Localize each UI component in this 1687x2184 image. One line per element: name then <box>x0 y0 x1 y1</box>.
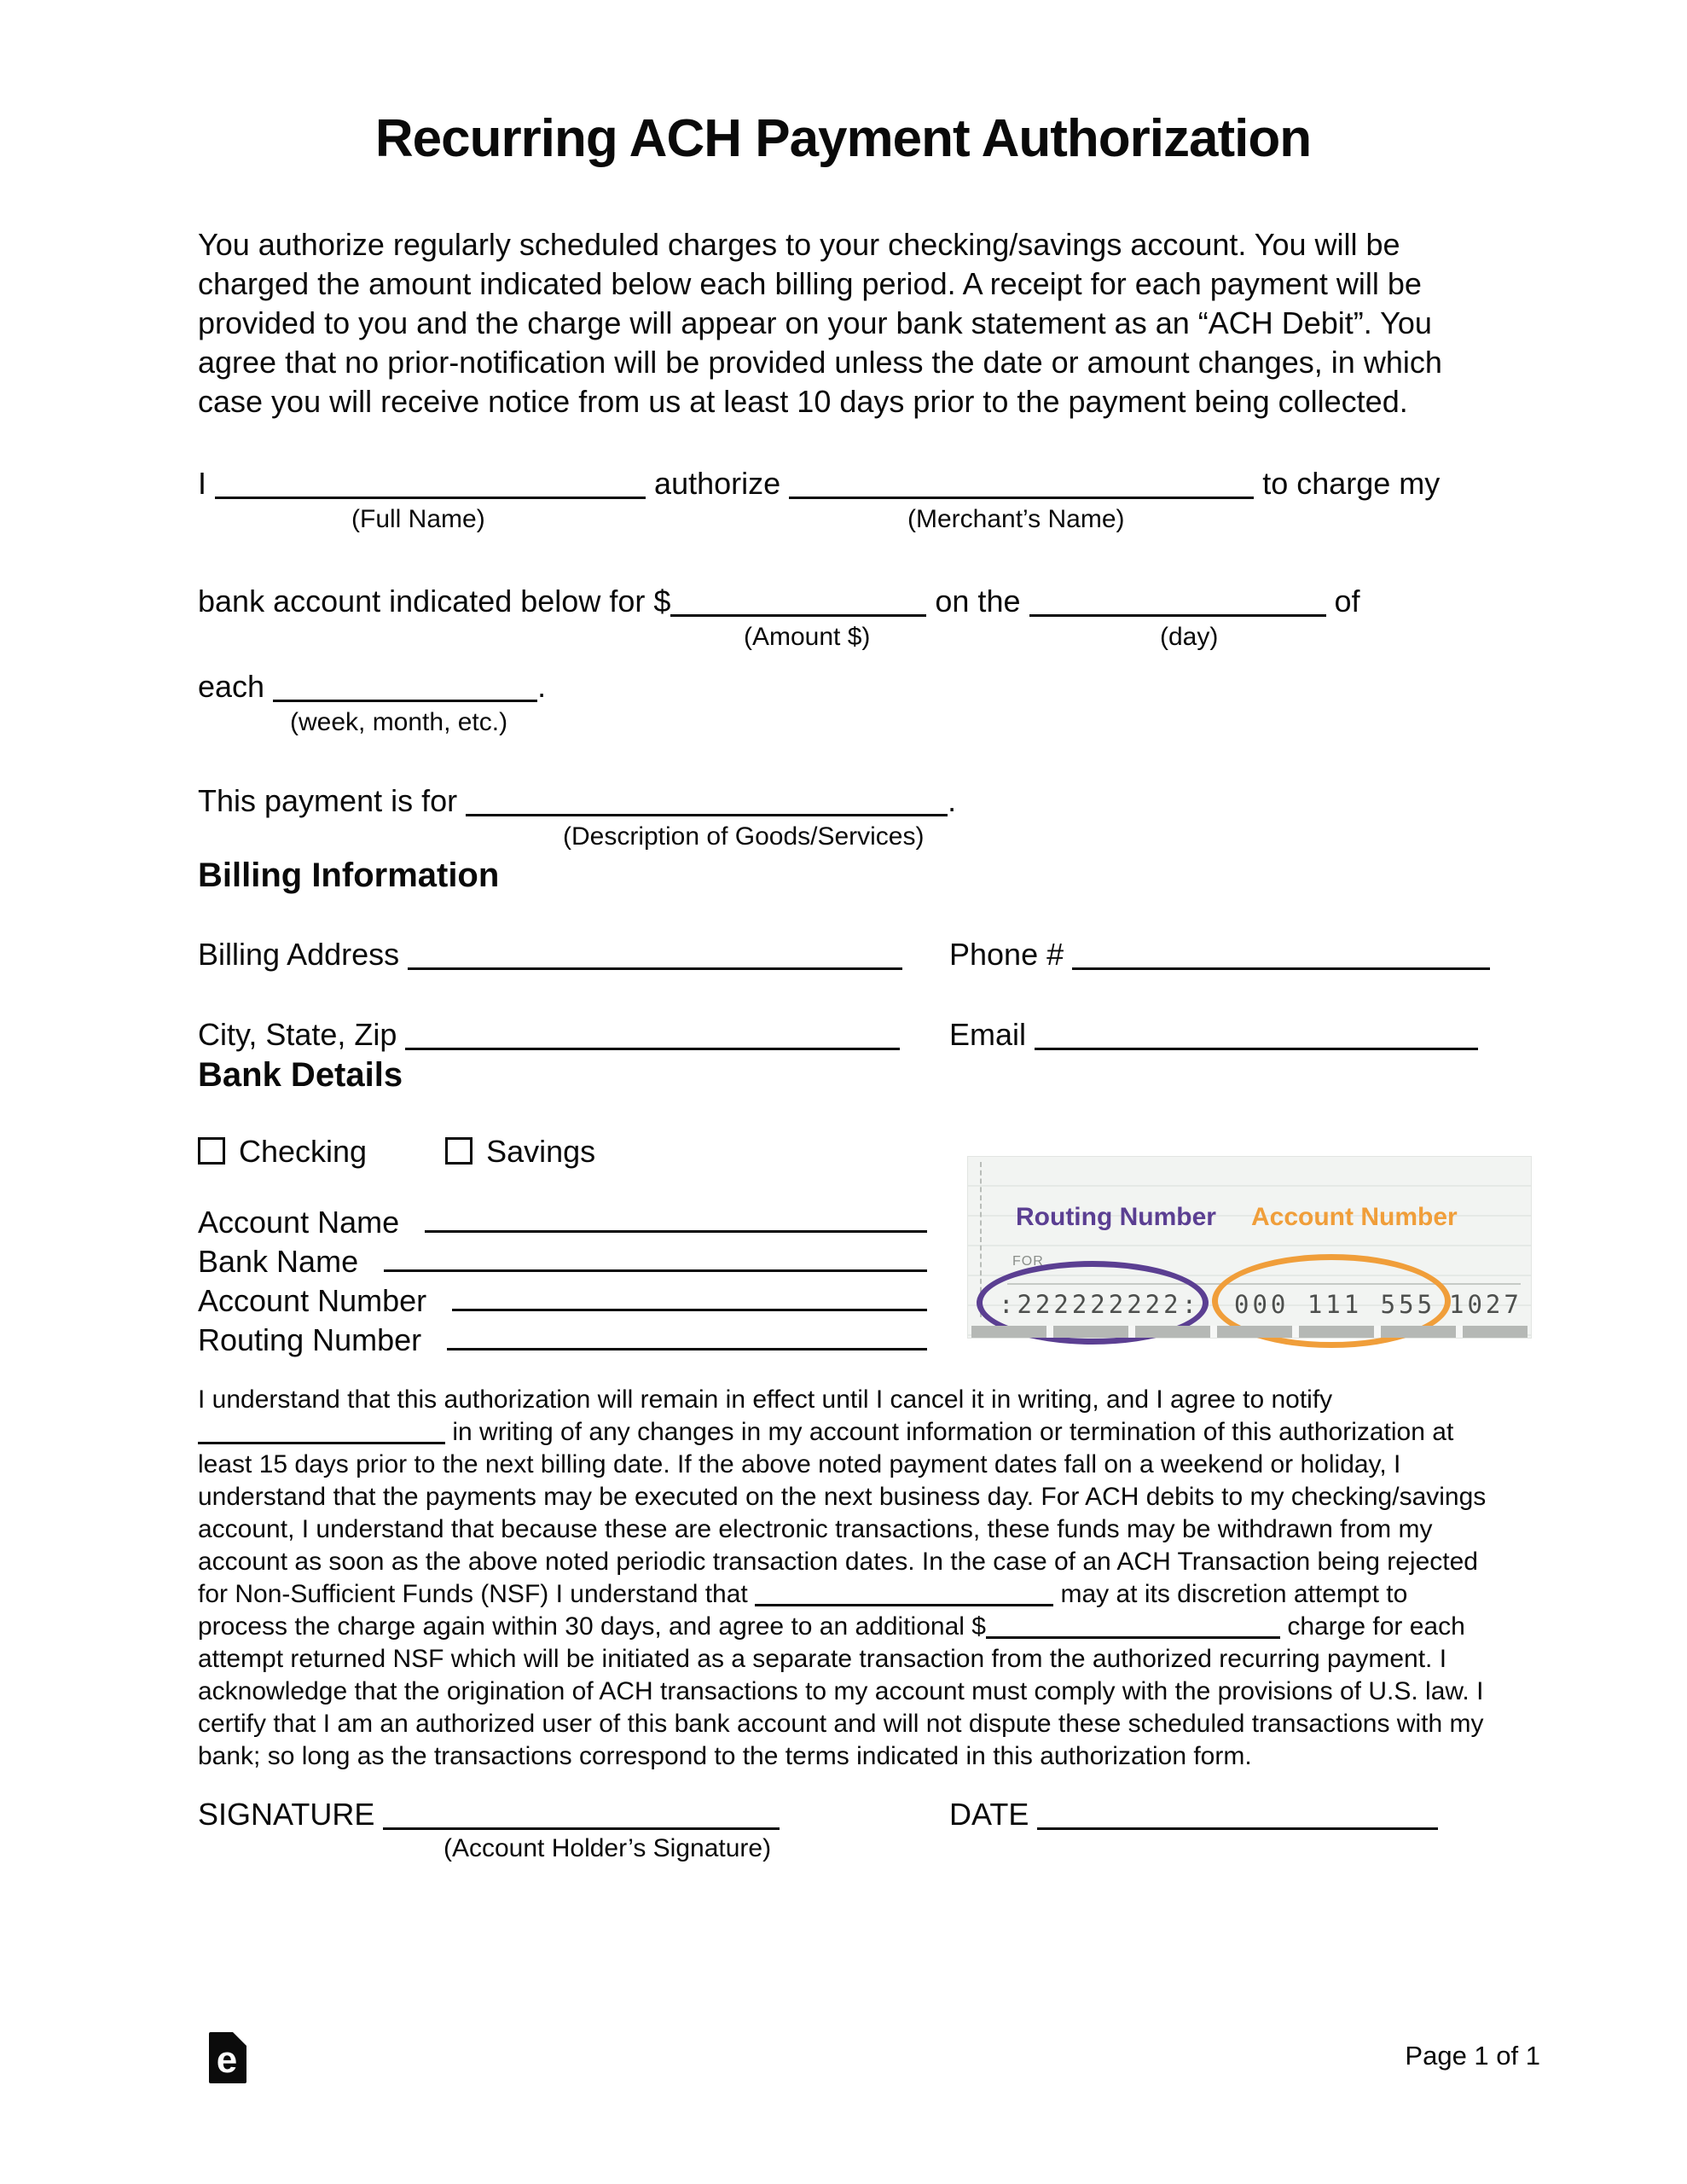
full-name-blank[interactable] <box>215 468 646 499</box>
checking-label: Checking <box>239 1134 368 1169</box>
date-blank[interactable] <box>1037 1798 1438 1830</box>
routing-number-label: Routing Number <box>198 1322 422 1357</box>
bank-name-label: Bank Name <box>198 1244 359 1279</box>
day-sublabel: (day) <box>1160 623 1219 651</box>
account-name-blank[interactable] <box>425 1201 927 1233</box>
billing-row-2 <box>198 1015 1488 1054</box>
payment-for-post: . <box>948 783 957 818</box>
date-field <box>949 1795 1488 1834</box>
bank-name-blank[interactable] <box>384 1240 927 1272</box>
amount-line-post: of <box>1334 584 1360 619</box>
check-specimen-image <box>968 1157 1531 1338</box>
check-micr-account-number: 000 111 555 <box>1234 1290 1436 1319</box>
amount-line <box>198 582 1488 621</box>
terms-seg1: I understand that this authorization will remain in effect until I cancel it in writing, and I agree to notify <box>198 1385 1333 1414</box>
city-state-zip-blank[interactable] <box>405 1019 900 1050</box>
phone-label: Phone # <box>949 937 1064 972</box>
savings-option <box>445 1134 595 1169</box>
check-bottom-edge <box>971 1326 1528 1338</box>
signature-blank[interactable] <box>383 1798 780 1830</box>
city-state-zip-label: City, State, Zip <box>198 1017 397 1052</box>
amount-line-sublabels <box>198 621 1488 655</box>
payment-description-sublabel: (Description of Goods/Services) <box>563 822 925 851</box>
terms-seg3: may at its discretion attempt to process the charge again within 30 days, and agree to an additional $ <box>198 1580 1408 1641</box>
account-number-label: Account Number <box>198 1283 427 1318</box>
routing-number-blank[interactable] <box>447 1319 927 1350</box>
account-name-label: Account Name <box>198 1205 400 1240</box>
frequency-sublabel: (week, month, etc.) <box>290 708 508 736</box>
phone-blank[interactable] <box>1072 938 1490 970</box>
checking-option <box>198 1134 367 1169</box>
check-for-label: FOR <box>1012 1254 1044 1269</box>
frequency-line-post: . <box>537 669 547 704</box>
notify-party-blank[interactable] <box>198 1418 445 1444</box>
check-micr-check-number: 1027 <box>1449 1290 1522 1319</box>
nsf-fee-blank[interactable] <box>986 1612 1280 1639</box>
check-account-label: Account Number <box>1251 1203 1458 1231</box>
account-number-field <box>198 1280 927 1319</box>
payment-description-blank[interactable] <box>466 785 948 816</box>
savings-checkbox[interactable] <box>445 1137 472 1165</box>
date-label: DATE <box>949 1797 1029 1832</box>
payment-for-pre: This payment is for <box>198 783 458 818</box>
bank-fields <box>198 1201 927 1358</box>
page-indicator: Page 1 of 1 <box>1405 2041 1540 2071</box>
billing-address-label: Billing Address <box>198 937 400 972</box>
signature-row <box>198 1795 1488 1834</box>
merchant-name-blank[interactable] <box>789 468 1254 499</box>
page-title: Recurring ACH Payment Authorization <box>374 109 1312 168</box>
savings-label: Savings <box>486 1134 596 1169</box>
authorize-line-post: to charge my <box>1262 466 1441 501</box>
amount-line-pre: bank account indicated below for $ <box>198 584 671 619</box>
authorize-line-mid: authorize <box>654 466 781 501</box>
amount-line-mid: on the <box>935 584 1021 619</box>
phone-field <box>949 935 1490 974</box>
billing-heading: Billing Information <box>198 857 500 894</box>
terms-seg2: in writing of any changes in my account information or termination of this authorization at least 15 days prior to the next billing date. If the above noted payment dates fall on a weekend or holiday, I understand that the payments may be executed on the next business day. For ACH debits to my checking/savings account, I understand that because these are electronic transactions, these funds may be withdrawn from my account as soon as the above noted periodic transaction dates. In the case of an ACH Transaction being rejected for Non-Sufficient Funds (NSF) I understand that <box>198 1418 1487 1608</box>
full-name-sublabel: (Full Name) <box>351 505 485 533</box>
billing-address-field <box>198 935 949 974</box>
frequency-line-pre: each <box>198 669 265 704</box>
signature-sublabel: (Account Holder’s Signature) <box>443 1834 772 1862</box>
authorize-line-sublabels <box>198 503 1488 537</box>
eforms-logo-letter: e <box>216 2039 238 2081</box>
amount-blank[interactable] <box>670 585 926 617</box>
signature-field <box>198 1795 949 1834</box>
authorize-line <box>198 464 1488 503</box>
nsf-company-blank[interactable] <box>755 1580 1053 1606</box>
intro-paragraph: You authorize regularly scheduled charges to your checking/savings account. You will be charged the amount indicated below each billing period. A receipt for each payment will be provided to you and the charge will appear on your bank statement as an “ACH Debit”. You agree that no prior-notification will be provided unless the date or amount changes, in which case you will receive notice from us at least 10 days prior to the payment being collected. <box>198 227 1442 419</box>
frequency-sublabels <box>198 706 1488 741</box>
amount-sublabel: (Amount $) <box>744 623 871 651</box>
bank-details-row <box>198 1201 1522 1358</box>
frequency-line <box>198 667 1488 706</box>
check-routing-label: Routing Number <box>1016 1203 1216 1231</box>
authorize-line-pre: I <box>198 466 207 501</box>
payment-for-sublabels <box>198 821 1488 855</box>
signature-label: SIGNATURE <box>198 1797 375 1832</box>
frequency-blank[interactable] <box>273 671 537 702</box>
merchant-name-sublabel: (Merchant’s Name) <box>907 505 1125 533</box>
eforms-logo <box>209 2032 246 2083</box>
document-content <box>198 0 1522 1868</box>
signature-sublabels <box>198 1834 1488 1868</box>
billing-address-blank[interactable] <box>408 938 902 970</box>
account-name-field <box>198 1201 927 1240</box>
payment-for-line <box>198 781 1488 821</box>
city-state-zip-field <box>198 1015 949 1054</box>
terms-paragraph <box>198 1384 1488 1773</box>
terms-seg4: charge for each attempt returned NSF which will be initiated as a separate transaction from the authorized recurring payment. I acknowledge that the origination of ACH transactions to my account must comply with the provisions of U.S. law. I certify that I am an authorized user of this bank account and will not dispute these scheduled transactions with my bank; so long as the transactions correspond to the terms indicated in this authorization form. <box>198 1612 1484 1770</box>
email-blank[interactable] <box>1035 1019 1478 1050</box>
checking-checkbox[interactable] <box>198 1137 225 1165</box>
billing-row-1 <box>198 935 1488 974</box>
account-number-blank[interactable] <box>452 1280 927 1311</box>
email-label: Email <box>949 1017 1027 1052</box>
routing-number-field <box>198 1319 927 1358</box>
day-blank[interactable] <box>1029 585 1326 617</box>
bank-heading: Bank Details <box>198 1056 403 1094</box>
check-micr-routing-number: :222222222: <box>999 1290 1201 1319</box>
bank-name-field <box>198 1240 927 1280</box>
email-field <box>949 1015 1488 1054</box>
